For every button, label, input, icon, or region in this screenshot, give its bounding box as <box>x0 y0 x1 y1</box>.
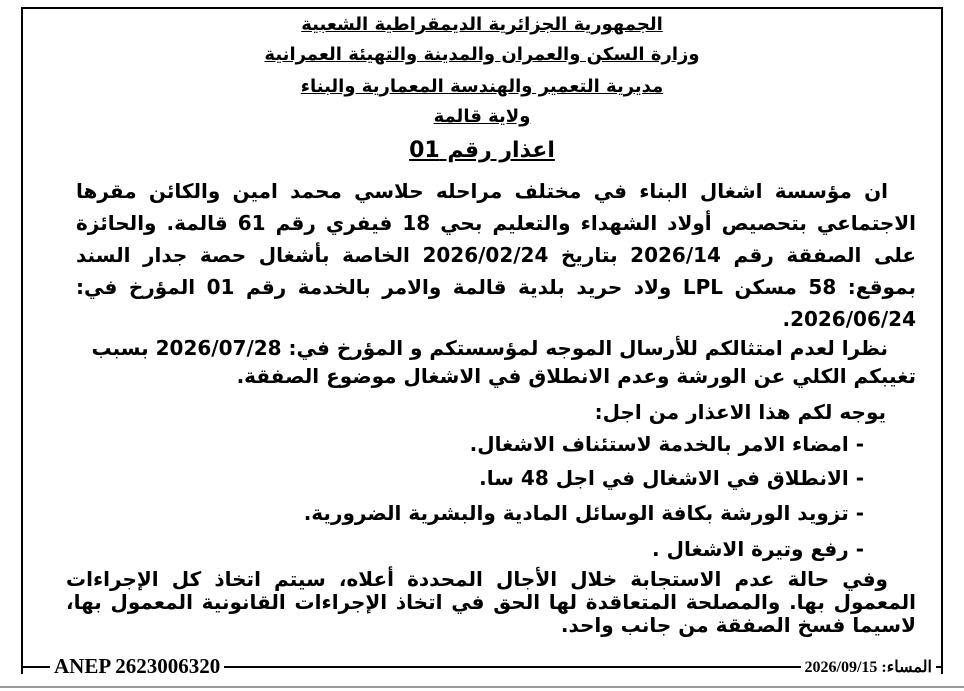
paragraph-warning: وفي حالة عدم الاستجابة خلال الأجال المحددة أعلاه، سيتم اتخاذ كل الإجراءات المعمول بها. والمصلحة المتعاقدة لها الحق في اتخاذ الإجراءات القانونية المعمول بها، لاسيما فسخ الصفقة من جانب واحد. <box>66 567 916 637</box>
header-republic: الجمهورية الجزائرية الديمقراطية الشعبية <box>301 14 663 35</box>
requirement-item: - تزويد الورشة بكافة الوسائل المادية والبشرية الضرورية. <box>303 501 864 525</box>
header-ministry: وزارة السكن والعمران والمدينة والتهيئة العمرانية <box>264 44 700 65</box>
paragraph-reason: نظرا لعدم امتثالكم للأرسال الموجه لمؤسستكم و المؤرخ في: 2026/07/28 بسبب تغيبكم الكلي عن الورشة وعدم الانطلاق في الاشغال موضوع الصفقة. <box>91 336 916 388</box>
anep-reference: ANEP 2623006320 <box>50 654 224 679</box>
requirement-item: - رفع وتيرة الاشغال . <box>652 537 864 561</box>
header-directorate: مديرية التعمير والهندسة المعمارية والبناء <box>300 76 664 97</box>
requirements-intro: يوجه لكم هذا الاعذار من اجل: <box>594 400 886 424</box>
notice-title: اعذار رقم 01 <box>409 138 555 163</box>
page-bottom-rule <box>0 686 964 688</box>
publication-date: المساء: 2026/09/15 <box>801 657 936 677</box>
requirement-item: - الانطلاق في الاشغال في اجل 48 سا. <box>479 466 864 490</box>
requirement-item: - امضاء الامر بالخدمة لاستئناف الاشغال. <box>469 432 864 456</box>
header-wilaya: ولاية قالمة <box>433 106 531 127</box>
paragraph-contractor: ان مؤسسة اشغال البناء في مختلف مراحله حلاسي محمد امين والكائن مقرها الاجتماعي بتحصيص أولاد الشهداء والتعليم بحي 18 فيفري رقم 61 قالمة. والحائزة على الصفقة رقم 2026/14 بتاريخ 2026/02/24 الخاصة بأشغال حصة جدار السند بموقع: 58 مسكن LPL ولاد حريد بلدية قالمة والامر بالخدمة رقم 01 المؤرخ في: 2026/06/24. <box>76 179 917 331</box>
